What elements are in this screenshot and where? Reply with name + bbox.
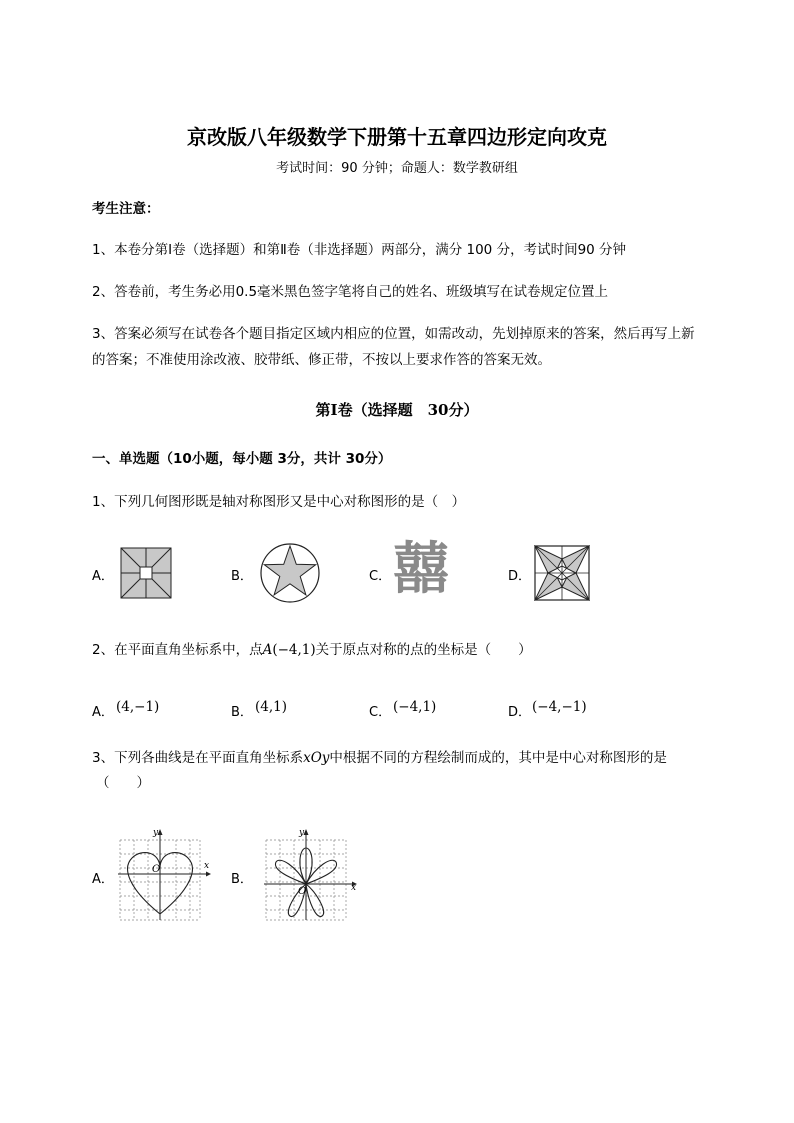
q2-option-b-value: (4,1): [255, 699, 288, 715]
q3-option-b-label: B．: [231, 872, 253, 887]
q2-option-d-value: (−4,−1): [532, 699, 587, 715]
notice-item-3: 3、答案必须写在试卷各个题目指定区域内相应的位置，如需改动，先划掉原来的答案，然后再写上新: [92, 326, 695, 342]
question-2-stem: [92, 639, 532, 662]
four-petal-curve-figure: [264, 826, 359, 922]
notice-heading: 考生注意：: [92, 201, 160, 217]
q2-point-name: A: [262, 642, 273, 658]
q2-point-coord: (−4,1): [272, 642, 316, 658]
page-title: 京改版八年级数学下册第十五章四边形定向攻克: [187, 125, 607, 149]
question-1-stem: 1、下列几何图形既是轴对称图形又是中心对称图形的是（ ）: [92, 494, 466, 510]
q1-option-b-label: B．: [231, 569, 253, 584]
q2-option-d-label: D．: [508, 705, 532, 720]
q1-option-a-label: A．: [92, 569, 114, 584]
notice-item-2: 2、答卷前，考生务必用0.5毫米黑色签字笔将自己的姓名、班级填写在试卷规定位置上: [92, 284, 609, 300]
q3-stem-prefix: 3、下列各曲线是在平面直角坐标系: [92, 750, 304, 766]
part-heading: 一、单选题（10小题，每小题 3分，共计 30分）: [92, 451, 392, 467]
q2-option-a-value: (4,−1): [116, 699, 160, 715]
q3-option-a-label: A．: [92, 872, 114, 887]
q1-option-c-label: C．: [369, 569, 392, 584]
exam-info: 考试时间：90 分钟；命题人：数学教研组: [276, 161, 518, 176]
petal-origin-label: O: [298, 886, 307, 897]
q2-stem-prefix: 2、在平面直角坐标系中，点: [92, 642, 263, 658]
star-in-circle-figure: [260, 543, 320, 603]
heart-origin-label: O: [152, 864, 161, 875]
petal-y-label: y: [299, 828, 305, 838]
heart-curve-figure: [118, 826, 213, 922]
q1-option-d-label: D．: [508, 569, 532, 584]
heart-y-label: y: [153, 828, 159, 838]
q2-option-b-label: B．: [231, 705, 253, 720]
q3-var: xOy: [303, 750, 330, 766]
q2-stem-suffix: 关于原点对称的点的坐标是（ ）: [315, 642, 532, 658]
q2-option-a-label: A．: [92, 705, 114, 720]
q3-stem-paren: （ ）: [96, 775, 150, 791]
double-happiness-figure: 囍: [393, 537, 449, 602]
question-3-stem: [92, 747, 667, 770]
q2-option-c-label: C．: [369, 705, 392, 720]
star-tile-square-figure: [534, 545, 590, 601]
heart-x-label: x: [204, 861, 210, 871]
notice-item-1: 1、本卷分第Ⅰ卷（选择题）和第Ⅱ卷（非选择题）两部分，满分 100 分，考试时间90 分钟: [92, 242, 627, 258]
pinwheel-square-figure: [120, 547, 172, 599]
petal-x-label: x: [351, 883, 357, 893]
q2-option-c-value: (−4,1): [393, 699, 437, 715]
q3-stem-suffix: 中根据不同的方程绘制而成的，其中是中心对称图形的是: [329, 750, 667, 766]
section-title: 第Ⅰ卷（选择题 30分）: [315, 401, 479, 419]
notice-item-3-cont: 的答案；不准使用涂改液、胶带纸、修正带，不按以上要求作答的答案无效。: [92, 352, 551, 368]
